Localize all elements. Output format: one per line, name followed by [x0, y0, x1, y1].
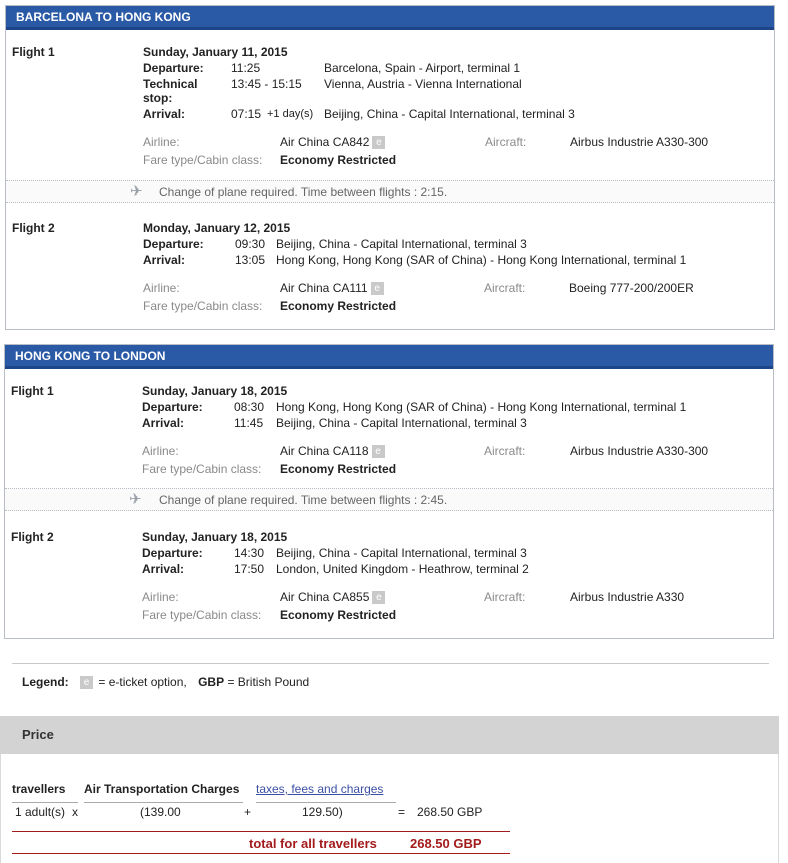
price-panel	[0, 754, 779, 863]
arrival-place: Beijing, China - Capital International, terminal 3	[324, 107, 575, 121]
departure-place: Barcelona, Spain - Airport, terminal 1	[324, 61, 521, 75]
fare-label: Fare type/Cabin class:	[143, 153, 263, 167]
taxes-value: 129.50)	[302, 805, 343, 819]
departure-time: 11:25	[231, 61, 261, 75]
aircraft-label: Aircraft:	[484, 590, 526, 604]
flight-label: Flight 1	[11, 384, 54, 398]
eticket-icon: e	[80, 676, 93, 689]
transport-underline	[84, 802, 243, 803]
transport-value: (139.00	[140, 805, 181, 819]
airline-label: Airline:	[143, 135, 180, 149]
fare-value: Economy Restricted	[280, 462, 397, 476]
eticket-icon: e	[372, 591, 385, 604]
airline-value	[280, 590, 385, 604]
fare-label: Fare type/Cabin class:	[142, 462, 262, 476]
leg-header: HONG KONG TO LONDON	[5, 345, 773, 369]
stop-label-2: stop:	[143, 91, 173, 105]
legend-eticket-text: = e-ticket option,	[98, 675, 187, 689]
stop-time: 13:45 - 15:15	[231, 77, 302, 91]
plane-icon: ✈	[130, 183, 143, 200]
arrival-time: 13:05	[235, 253, 266, 267]
fare-value: Economy Restricted	[280, 608, 397, 622]
leg-header: BARCELONA TO HONG KONG	[6, 6, 774, 30]
plane-change-text: Change of plane required. Time between flights : 2:45.	[159, 493, 448, 507]
departure-label: Departure:	[143, 237, 204, 251]
airline-label: Airline:	[142, 590, 179, 604]
aircraft-value: Airbus Industrie A330-300	[570, 135, 709, 149]
arrival-place: Hong Kong, Hong Kong (SAR of China) - Hong Kong International, terminal 1	[276, 253, 687, 267]
airline-name: Air China CA111	[280, 281, 368, 295]
legend-label: Legend:	[22, 675, 69, 689]
departure-label: Departure:	[142, 400, 203, 414]
stop-label: Technical	[143, 77, 198, 91]
departure-time: 14:30	[234, 546, 265, 560]
plane-icon: ✈	[129, 491, 142, 508]
row-travellers: 1 adult(s)	[15, 805, 66, 819]
times-sign: x	[72, 805, 78, 819]
airline-name: Air China CA842	[280, 135, 370, 149]
airline-value	[280, 135, 385, 149]
plane-change-notice	[5, 488, 773, 511]
fare-label: Fare type/Cabin class:	[142, 608, 262, 622]
row-total: 268.50 GBP	[417, 805, 483, 819]
airline-label: Airline:	[142, 444, 179, 458]
airline-value	[280, 281, 384, 295]
fare-label: Fare type/Cabin class:	[143, 299, 263, 313]
aircraft-label: Aircraft:	[484, 444, 526, 458]
plane-change-notice	[6, 180, 774, 203]
taxes-fees-link[interactable]: taxes, fees and charges	[256, 782, 384, 796]
legend-divider	[12, 663, 769, 664]
travellers-underline	[12, 802, 78, 803]
arrival-place: London, United Kingdom - Heathrow, terminal 2	[276, 562, 529, 576]
legend-currency-code: GBP	[198, 675, 225, 689]
taxes-underline	[256, 802, 396, 803]
arrival-label: Arrival:	[142, 416, 185, 430]
total-label: total for all travellers	[249, 836, 377, 851]
flight-date: Sunday, January 11, 2015	[143, 45, 288, 59]
departure-place: Beijing, China - Capital International, terminal 3	[276, 546, 527, 560]
equals-sign: =	[398, 805, 406, 819]
aircraft-label: Aircraft:	[484, 281, 526, 295]
flight-date: Sunday, January 18, 2015	[142, 384, 288, 398]
eticket-icon: e	[372, 136, 385, 149]
departure-label: Departure:	[143, 61, 204, 75]
aircraft-value: Boeing 777-200/200ER	[569, 281, 694, 295]
arrival-place: Beijing, China - Capital International, terminal 3	[276, 416, 527, 430]
total-top-rule	[12, 831, 510, 832]
leg-section-2	[4, 344, 774, 639]
arrival-label: Arrival:	[143, 253, 186, 267]
total-bottom-rule	[12, 853, 510, 854]
departure-place: Beijing, China - Capital International, terminal 3	[276, 237, 527, 251]
departure-time: 08:30	[234, 400, 265, 414]
arrival-label: Arrival:	[143, 107, 186, 121]
airline-name: Air China CA118	[280, 444, 369, 458]
airline-value	[280, 444, 385, 458]
fare-value: Economy Restricted	[280, 153, 397, 167]
arrival-time: 17:50	[234, 562, 265, 576]
aircraft-label: Aircraft:	[485, 135, 527, 149]
flight-label: Flight 2	[11, 530, 54, 544]
aircraft-value: Airbus Industrie A330-300	[570, 444, 709, 458]
fare-value: Economy Restricted	[280, 299, 397, 313]
col-travellers: travellers	[12, 782, 66, 796]
col-transport-charges: Air Transportation Charges	[84, 782, 240, 796]
departure-place: Hong Kong, Hong Kong (SAR of China) - Hong Kong International, terminal 1	[276, 400, 687, 414]
plane-change-text: Change of plane required. Time between flights : 2:15.	[159, 185, 448, 199]
arrival-plus-days: +1 day(s)	[267, 108, 314, 120]
airline-name: Air China CA855	[280, 590, 370, 604]
total-value: 268.50 GBP	[410, 836, 482, 851]
flight-label: Flight 2	[12, 221, 55, 235]
eticket-icon: e	[371, 282, 384, 295]
legend	[22, 675, 309, 689]
stop-place: Vienna, Austria - Vienna International	[324, 77, 522, 91]
plus-sign: +	[244, 805, 252, 819]
arrival-time: 07:15	[231, 107, 262, 121]
price-header: Price	[0, 716, 779, 754]
leg-section-1	[5, 5, 775, 330]
arrival-label: Arrival:	[142, 562, 185, 576]
departure-label: Departure:	[142, 546, 203, 560]
airline-label: Airline:	[143, 281, 180, 295]
eticket-icon: e	[372, 445, 385, 458]
departure-time: 09:30	[235, 237, 266, 251]
flight-label: Flight 1	[12, 45, 55, 59]
arrival-time: 11:45	[234, 416, 264, 430]
flight-date: Sunday, January 18, 2015	[142, 530, 288, 544]
legend-currency-text: = British Pound	[227, 675, 310, 689]
aircraft-value: Airbus Industrie A330	[570, 590, 685, 604]
flight-date: Monday, January 12, 2015	[143, 221, 291, 235]
